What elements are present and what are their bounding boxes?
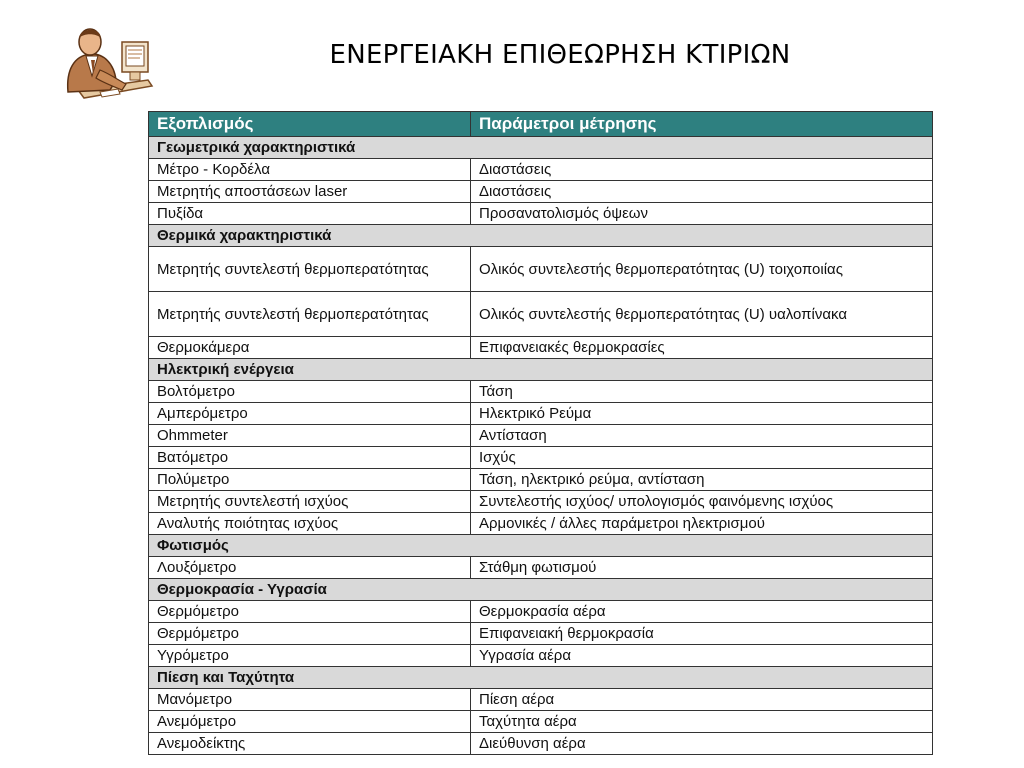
table-row [149, 733, 933, 755]
table-row [149, 159, 933, 181]
table-row [149, 469, 933, 491]
equipment-cell: Θερμοκάμερα [149, 337, 471, 359]
table-row [149, 247, 933, 292]
table-row [149, 425, 933, 447]
group-label: Φωτισμός [149, 535, 933, 557]
parameter-cell: Ολικός συντελεστής θερμοπερατότητας (U) τοιχοποιίας [471, 247, 933, 292]
equipment-cell: Λουξόμετρο [149, 557, 471, 579]
parameter-cell: Ισχύς [471, 447, 933, 469]
group-label: Ηλεκτρική ενέργεια [149, 359, 933, 381]
parameter-cell: Διεύθυνση αέρα [471, 733, 933, 755]
parameter-cell: Τάση, ηλεκτρικό ρεύμα, αντίσταση [471, 469, 933, 491]
parameter-cell: Διαστάσεις [471, 181, 933, 203]
equipment-table [148, 111, 933, 755]
equipment-cell: Μετρητής συντελεστή θερμοπερατότητας [149, 247, 471, 292]
table-row [149, 203, 933, 225]
table-header-row [149, 112, 933, 137]
parameter-cell: Ηλεκτρικό Ρεύμα [471, 403, 933, 425]
group-row [149, 225, 933, 247]
equipment-cell: Πολύμετρο [149, 469, 471, 491]
parameter-cell: Πίεση αέρα [471, 689, 933, 711]
equipment-cell: Μετρητής συντελεστή θερμοπερατότητας [149, 292, 471, 337]
parameter-cell: Ταχύτητα αέρα [471, 711, 933, 733]
equipment-cell: Αμπερόμετρο [149, 403, 471, 425]
table-row [149, 181, 933, 203]
column-header-equipment: Εξοπλισμός [149, 112, 471, 137]
table-row [149, 711, 933, 733]
table-row [149, 447, 933, 469]
parameter-cell: Τάση [471, 381, 933, 403]
parameter-cell: Διαστάσεις [471, 159, 933, 181]
parameter-cell: Αρμονικές / άλλες παράμετροι ηλεκτρισμού [471, 513, 933, 535]
group-label: Θερμοκρασία - Υγρασία [149, 579, 933, 601]
table-row [149, 292, 933, 337]
equipment-cell: Μετρητής αποστάσεων laser [149, 181, 471, 203]
office-worker-icon [60, 20, 155, 108]
table-row [149, 337, 933, 359]
equipment-cell: Υγρόμετρο [149, 645, 471, 667]
parameter-cell: Επιφανειακή θερμοκρασία [471, 623, 933, 645]
equipment-cell: Βατόμετρο [149, 447, 471, 469]
equipment-cell: Ανεμόμετρο [149, 711, 471, 733]
equipment-cell: Βολτόμετρο [149, 381, 471, 403]
column-header-parameters: Παράμετροι μέτρησης [471, 112, 933, 137]
equipment-cell: Μετρητής συντελεστή ισχύος [149, 491, 471, 513]
group-label: Θερμικά χαρακτηριστικά [149, 225, 933, 247]
group-row [149, 579, 933, 601]
table-row [149, 557, 933, 579]
equipment-cell: Ανεμοδείκτης [149, 733, 471, 755]
equipment-cell: Μανόμετρο [149, 689, 471, 711]
equipment-cell: Αναλυτής ποιότητας ισχύος [149, 513, 471, 535]
equipment-cell: Θερμόμετρο [149, 601, 471, 623]
table-row [149, 381, 933, 403]
group-row [149, 359, 933, 381]
equipment-cell: Θερμόμετρο [149, 623, 471, 645]
equipment-cell: Μέτρο - Κορδέλα [149, 159, 471, 181]
parameter-cell: Επιφανειακές θερμοκρασίες [471, 337, 933, 359]
parameter-cell: Ολικός συντελεστής θερμοπερατότητας (U) υαλοπίνακα [471, 292, 933, 337]
table-row [149, 689, 933, 711]
table-row [149, 601, 933, 623]
parameter-cell: Συντελεστής ισχύος/ υπολογισμός φαινόμενης ισχύος [471, 491, 933, 513]
table-row [149, 403, 933, 425]
group-label: Γεωμετρικά χαρακτηριστικά [149, 137, 933, 159]
equipment-cell: Πυξίδα [149, 203, 471, 225]
page-title: ΕΝΕΡΓΕΙΑΚΗ ΕΠΙΘΕΩΡΗΣΗ ΚΤΙΡΙΩΝ [329, 40, 791, 70]
group-label: Πίεση και Ταχύτητα [149, 667, 933, 689]
group-row [149, 667, 933, 689]
parameter-cell: Στάθμη φωτισμού [471, 557, 933, 579]
table-row [149, 645, 933, 667]
group-row [149, 137, 933, 159]
parameter-cell: Θερμοκρασία αέρα [471, 601, 933, 623]
parameter-cell: Προσανατολισμός όψεων [471, 203, 933, 225]
equipment-cell: Ohmmeter [149, 425, 471, 447]
table-row [149, 623, 933, 645]
table-row [149, 513, 933, 535]
table-row [149, 491, 933, 513]
parameter-cell: Αντίσταση [471, 425, 933, 447]
group-row [149, 535, 933, 557]
parameter-cell: Υγρασία αέρα [471, 645, 933, 667]
